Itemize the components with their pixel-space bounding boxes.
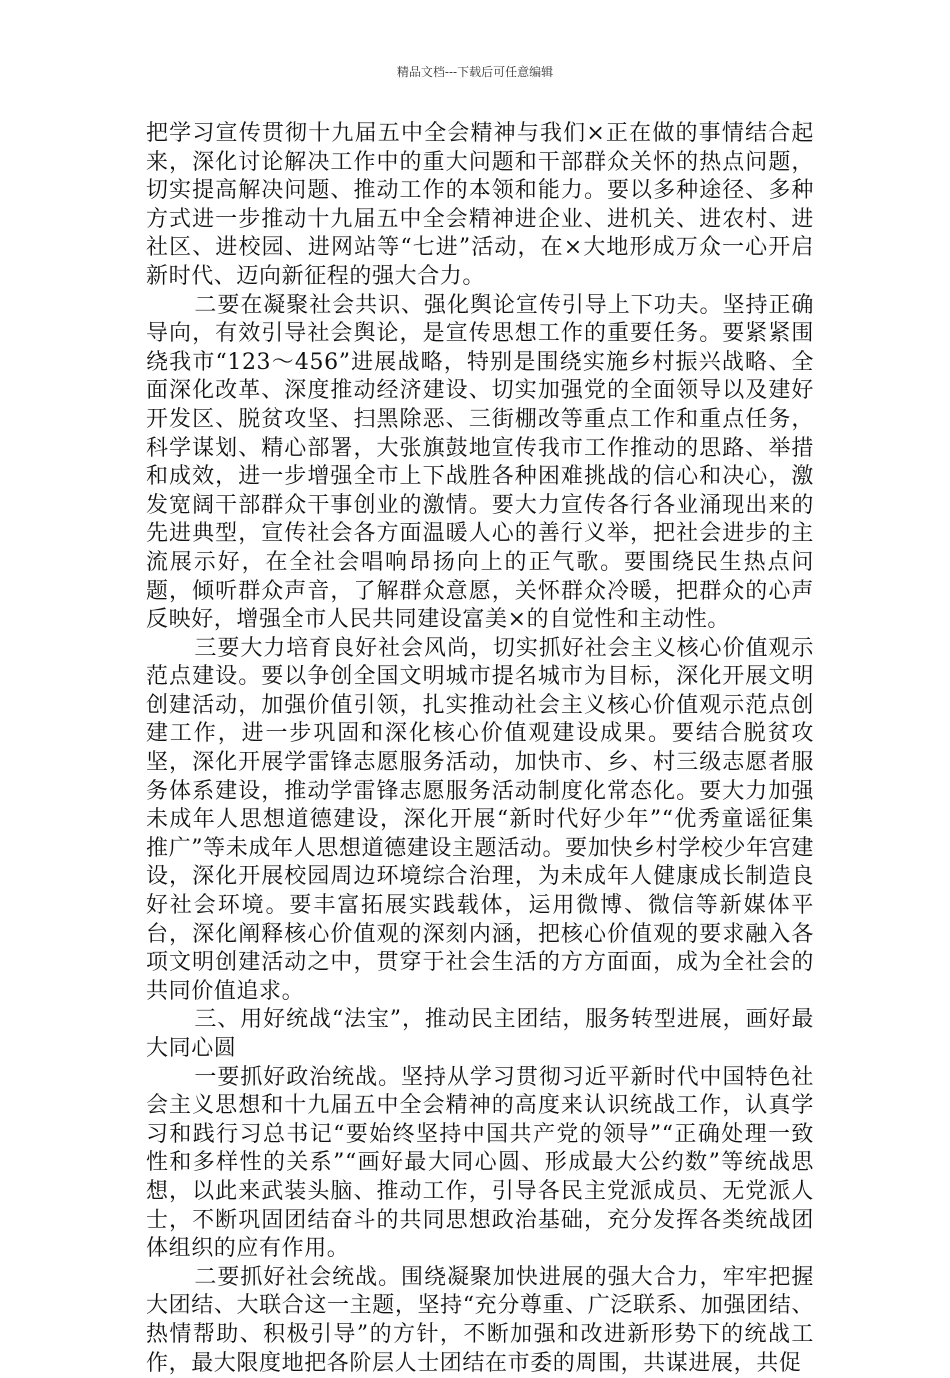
page-header: 精品文档---下载后可任意编辑 bbox=[396, 65, 554, 79]
paragraph: 把学习宣传贯彻十九届五中全会精神与我们×正在做的事情结合起来，深化讨论解决工作中的重大问题和干部群众关怀的热点问题，切实提高解决问题、推动工作的本领和能力。要以多种途径、多种方式进一步推动十九届五中全会精神进企业、进机关、进农村、进社区、进校园、进网站等“七进”活动，在×大地形成万众一心开启新时代、迈向新征程的强大合力。 bbox=[146, 121, 814, 289]
document-body bbox=[146, 120, 814, 1378]
paragraph: 一要抓好政治统战。坚持从学习贯彻习近平新时代中国特色社会主义思想和十九届五中全会精神的高度来认识统战工作，认真学习和践行习总书记“要始终坚持中国共产党的领导”“正确处理一致性和多样性的关系”“画好最大同心圆、形成最大公约数”等统战思想，以此来武装头脑、推动工作，引导各民主党派成员、无党派人士，不断巩固团结奋斗的共同思想政治基础，充分发挥各类统战团体组织的应有作用。 bbox=[146, 1064, 814, 1262]
paragraph: 三要大力培育良好社会风尚，切实抓好社会主义核心价值观示范点建设。要以争创全国文明城市提名城市为目标，深化开展文明创建活动，加强价值引领，扎实推动社会主义核心价值观示范点创建工作，进一步巩固和深化核心价值观建设成果。要结合脱贫攻坚，深化开展学雷锋志愿服务活动，加快市、乡、村三级志愿者服务体系建设，推动学雷锋志愿服务活动制度化常态化。要大力加强未成年人思想道德建设，深化开展“新时代好少年”“优秀童谣征集推广”等未成年人思想道德建设主题活动。要加快乡村学校少年宫建设，深化开展校园周边环境综合治理，为未成年人健康成长制造良好社会环境。要丰富拓展实践载体，运用微博、微信等新媒体平台，深化阐释核心价值观的深刻内涵，把核心价值观的要求融入各项文明创建活动之中，贯穿于社会生活的方方面面，成为全社会的共同价值追求。 bbox=[146, 635, 814, 1004]
section-heading: 三、用好统战“法宝”，推动民主团结，服务转型进展，画好最大同心圆 bbox=[146, 1007, 814, 1061]
paragraph: 二要在凝聚社会共识、强化舆论宣传引导上下功夫。坚持正确导向，有效引导社会舆论，是宣传思想工作的重要任务。要紧紧围绕我市“123～456”进展战略，特别是围绕实施乡村振兴战略、全面深化改革、深度推动经济建设、切实加强党的全面领导以及建好开发区、脱贫攻坚、扫黑除恶、三街棚改等重点工作和重点任务，科学谋划、精心部署，大张旗鼓地宣传我市工作推动的思路、举措和成效，进一步增强全市上下战胜各种困难挑战的信心和决心，激发宽阔干部群众干事创业的激情。要大力宣传各行各业涌现出来的先进典型，宣传社会各方面温暖人心的善行义举，把社会进步的主流展示好，在全社会唱响昂扬向上的正气歌。要围绕民生热点问题，倾听群众声音，了解群众意愿，关怀群众冷暖，把群众的心声反映好，增强全市人民共同建设富美×的自觉性和主动性。 bbox=[146, 292, 814, 633]
paragraph: 二要抓好社会统战。围绕凝聚加快进展的强大合力，牢牢把握大团结、大联合这一主题，坚持“充分尊重、广泛联系、加强团结、热情帮助、积极引导”的方针，不断加强和改进新形势下的统战工作，最大限度地把各阶层人士团结在市委的周围，共谋进展，共促 bbox=[146, 1264, 814, 1376]
